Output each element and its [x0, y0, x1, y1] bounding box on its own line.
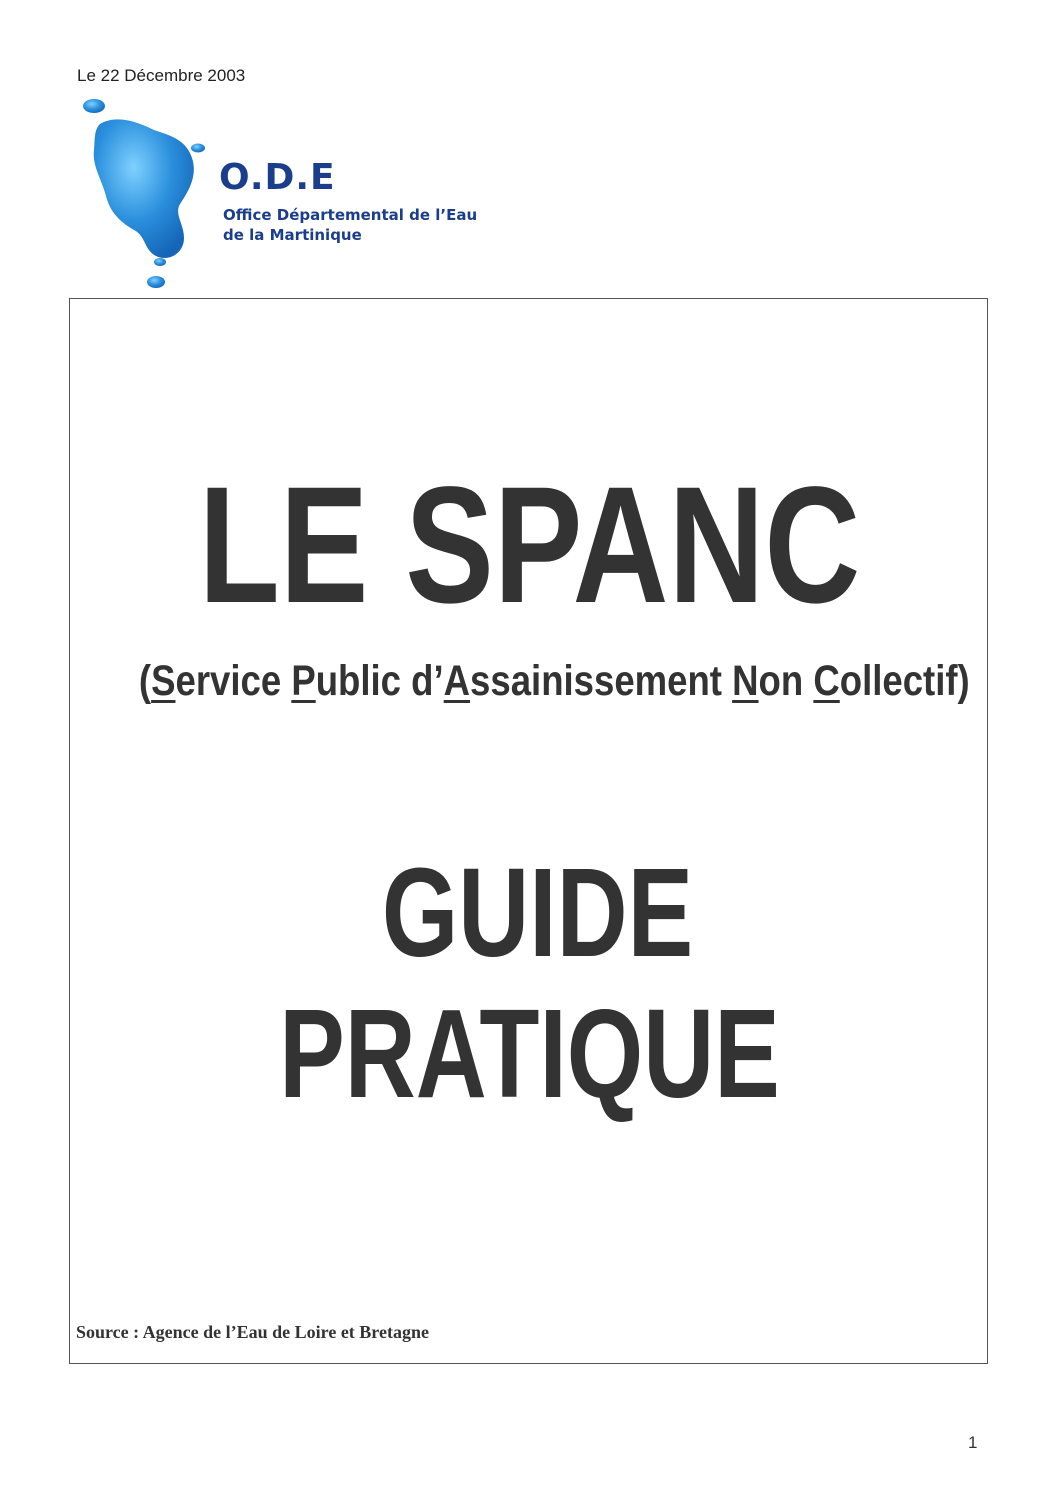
- cover-frame: [69, 298, 988, 1364]
- cover-guide-title-line1: GUIDE: [381, 842, 694, 983]
- cover-subtitle: [138, 655, 970, 707]
- subtitle-text-segment: ervice: [175, 657, 292, 705]
- page-number: 1: [968, 1433, 978, 1452]
- ode-logo-acronym: O.D.E: [219, 157, 336, 198]
- cover-source-note: Source : Agence de l’Eau de Loire et Bretagne: [76, 1322, 429, 1342]
- ode-logo-name-line2: de la Martinique: [223, 226, 362, 244]
- subtitle-acronym-letter: S: [151, 657, 176, 705]
- subtitle-acronym-letter: A: [443, 657, 471, 705]
- cover-main-title: LE SPANC: [198, 453, 861, 638]
- ode-logo-name-line1: Office Départemental de l’Eau: [223, 206, 478, 224]
- subtitle-text-segment: ollectif): [839, 657, 970, 705]
- ode-logo-water-drops-icon: [76, 96, 216, 296]
- subtitle-text-segment: ublic d’: [315, 657, 444, 705]
- subtitle-text-segment: (: [138, 657, 152, 705]
- subtitle-acronym-letter: P: [291, 657, 316, 705]
- subtitle-acronym-letter: N: [732, 657, 759, 705]
- subtitle-text-segment: on: [758, 657, 814, 705]
- document-date: Le 22 Décembre 2003: [77, 66, 246, 85]
- cover-guide-title-line2: PRATIQUE: [279, 983, 780, 1124]
- subtitle-acronym-letter: C: [813, 657, 840, 705]
- subtitle-text-segment: ssainissement: [470, 657, 733, 705]
